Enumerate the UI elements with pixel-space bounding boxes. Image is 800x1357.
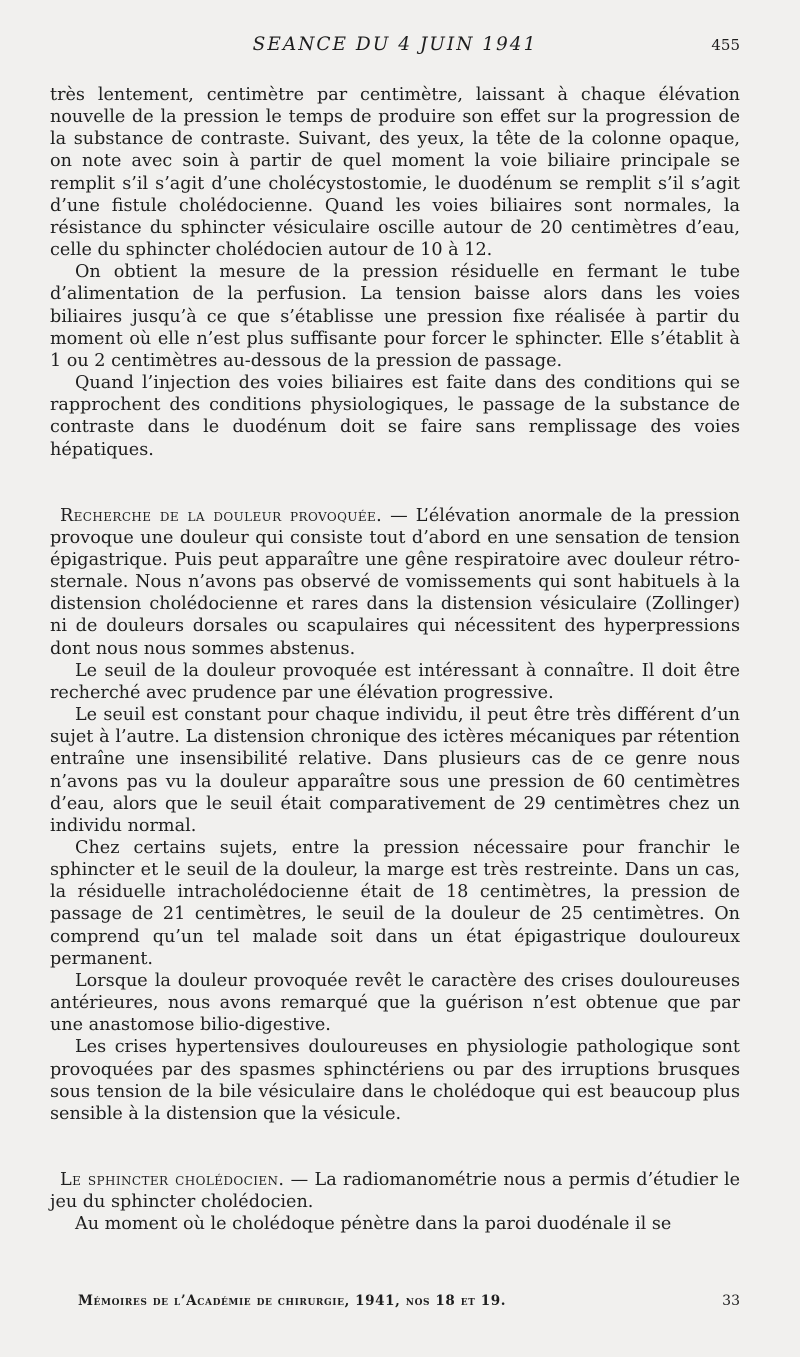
- signature-number: 33: [722, 1293, 740, 1309]
- paragraph: Chez certains sujets, entre la pression nécessaire pour franchir le sphincter et le seuil de la douleur, la marge est très restreinte. Dans un cas, la résiduelle intracholédocienne était de 18 centimètres, la pression de passage de 21 centimètres, le seuil de la douleur de 25 centimètres. On comprend qu’un tel malade soit dans un état épigastrique douloureux permanent.: [50, 838, 740, 969]
- body-text: [50, 84, 740, 1236]
- paragraph: Quand l’injection des voies biliaires est faite dans des conditions qui se rapprochent des conditions physiologiques, le passage de la substance de contraste dans le duodénum doit se faire sans remplissage des voies hépatiques.: [50, 373, 740, 460]
- paragraph: On obtient la mesure de la pression résiduelle en fermant le tube d’alimentation de la perfusion. La tension baisse alors dans les voies biliaires jusqu’à ce que s’établisse une pression fixe réalisée à partir du moment où elle n’est plus suffisante pour forcer le sphincter. Elle s’établit à 1 ou 2 centimètres au-dessous de la pression de passage.: [50, 262, 740, 371]
- section-paragraph: [50, 1169, 740, 1213]
- section-paragraph: [50, 505, 740, 660]
- paragraph: Les crises hypertensives douloureuses en physiologie pathologique sont provoquées par des spasmes sphinctériens ou par des irruptions brusques sous tension de la bile vésiculaire dans le cholédoque qui est beaucoup plus sensible à la distension que la vésicule.: [50, 1037, 740, 1124]
- section-heading: Le sphincter cholédocien.: [60, 1170, 285, 1191]
- paragraph: Le seuil de la douleur provoquée est intéressant à connaître. Il doit être recherché avec prudence par une élévation progressive.: [50, 660, 740, 703]
- page-number: 455: [711, 36, 740, 54]
- paragraph: Au moment où le cholédoque pénètre dans la paroi duodénale il se: [75, 1214, 672, 1235]
- page-header: [50, 34, 740, 64]
- paragraph: Lorsque la douleur provoquée revêt le caractère des crises douloureuses antérieures, nous avons remarqué que la guérison n’est obtenue que par une anastomose bilio-digestive.: [50, 970, 740, 1036]
- paragraph: Le seuil est constant pour chaque individu, il peut être très différent d’un sujet à l’autre. La distension chronique des ictères mécaniques par rétention entraîne une insensibilité relative. Dans plusieurs cas de ce genre nous n’avons pas vu la douleur apparaître sous une pression de 60 centimètres d’eau, alors que le seuil était comparativement de 29 centimètres chez un individu normal.: [50, 705, 740, 836]
- running-title: SEANCE DU 4 JUIN 1941: [252, 34, 538, 55]
- journal-reference: Mémoires de l’Académie de chirurgie, 1941, nos 18 et 19.: [78, 1293, 507, 1309]
- page-footer: [50, 1293, 740, 1315]
- section-heading: Recherche de la douleur provoquée.: [60, 505, 383, 526]
- paragraph: très lentement, centimètre par centimètre, laissant à chaque élévation nouvelle de la pression le temps de produire son effet sur la progression de la substance de contraste. Suivant, des yeux, la tête de la colonne opaque, on note avec soin à partir de quel moment la voie biliaire principale se remplit s’il s’agit d’une cholécystostomie, le duodénum se remplit s’il s’agit d’une fistule cholédocienne. Quand les voies biliaires sont normales, la résistance du sphincter vésiculaire oscille autour de 20 centimètres d’eau, celle du sphincter cholédocien autour de 10 à 12.: [50, 85, 740, 261]
- section-text: — L’élévation anormale de la pression provoque une douleur qui consiste tout d’abord en une sensation de tension épigastrique. Puis peut apparaître une gêne respiratoire avec douleur rétro-sternale. Nous n’avons pas observé de vomissements qui sont habituels à la distension cholédocienne et rares dans la distension vésiculaire (Zollinger) ni de douleurs dorsales ou scapulaires qui nécessitent des hyperpressions dont nous nous sommes abstenus.: [50, 505, 740, 659]
- section-text: — La radiomanométrie nous a permis d’étudier le jeu du sphincter cholédocien.: [50, 1170, 740, 1213]
